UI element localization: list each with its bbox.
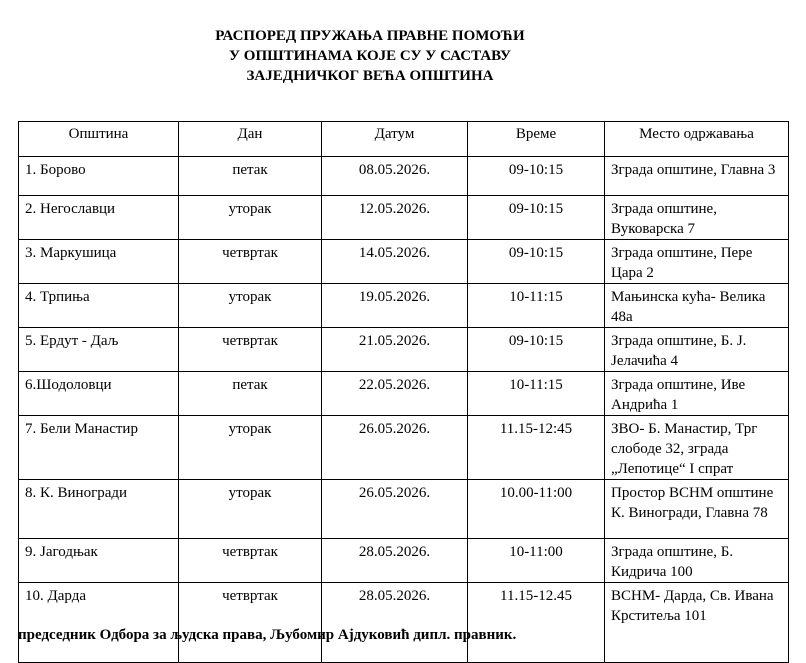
cell-time: 10-11:15: [468, 372, 605, 416]
column-header-date: Датум: [322, 122, 468, 157]
schedule-table: [18, 121, 789, 663]
cell-time: 11.15-12.45: [468, 583, 605, 663]
cell-day: уторак: [179, 416, 322, 480]
cell-municipality: 8. К. Виногради: [19, 480, 179, 539]
cell-day: четвртак: [179, 583, 322, 663]
cell-date: 28.05.2026.: [322, 583, 468, 663]
column-header-municipality: Општина: [19, 122, 179, 157]
table-row: [19, 196, 789, 240]
cell-day: уторак: [179, 480, 322, 539]
cell-time: 09-10:15: [468, 157, 605, 196]
cell-municipality: 3. Маркушица: [19, 240, 179, 284]
cell-place: Простор ВСНМ општине К. Виногради, Главна 78: [605, 480, 789, 539]
cell-day: петак: [179, 372, 322, 416]
table-row: [19, 284, 789, 328]
cell-date: 21.05.2026.: [322, 328, 468, 372]
table-row: [19, 480, 789, 539]
table-row: [19, 539, 789, 583]
cell-municipality: 7. Бели Манастир: [19, 416, 179, 480]
document-title: [160, 26, 580, 86]
cell-time: 09-10:15: [468, 196, 605, 240]
table-row: [19, 416, 789, 480]
cell-date: 08.05.2026.: [322, 157, 468, 196]
cell-municipality: 4. Трпиња: [19, 284, 179, 328]
cell-place: Зграда општине, Иве Андрића 1: [605, 372, 789, 416]
cell-place: Зграда општине, Главна 3: [605, 157, 789, 196]
cell-date: 26.05.2026.: [322, 480, 468, 539]
cell-date: 14.05.2026.: [322, 240, 468, 284]
cell-day: четвртак: [179, 539, 322, 583]
table-row: [19, 328, 789, 372]
cell-municipality: 5. Ердут - Даљ: [19, 328, 179, 372]
cell-day: петак: [179, 157, 322, 196]
cell-time: 10-11:00: [468, 539, 605, 583]
column-header-time: Време: [468, 122, 605, 157]
cell-place: Зграда општине, Пере Цара 2: [605, 240, 789, 284]
cell-municipality: 10. Дарда: [19, 583, 179, 663]
cell-place: Зграда општине, Вуковарска 7: [605, 196, 789, 240]
cell-day: четвртак: [179, 240, 322, 284]
cell-time: 10.00-11:00: [468, 480, 605, 539]
column-header-place: Место одржавања: [605, 122, 789, 157]
cell-day: четвртак: [179, 328, 322, 372]
cell-place: Зграда општине, Б. Ј. Јелачића 4: [605, 328, 789, 372]
table-row: [19, 240, 789, 284]
cell-day: уторак: [179, 196, 322, 240]
cell-municipality: 2. Негославци: [19, 196, 179, 240]
cell-time: 11.15-12:45: [468, 416, 605, 480]
table-row: [19, 372, 789, 416]
title-line-2: У ОПШТИНАМА КОЈЕ СУ У САСТАВУ: [229, 48, 511, 64]
table-row: [19, 157, 789, 196]
cell-place: ВСНМ- Дарда, Св. Ивана Крститеља 101: [605, 583, 789, 663]
cell-time: 10-11:15: [468, 284, 605, 328]
cell-municipality: 6.Шодоловци: [19, 372, 179, 416]
title-line-1: РАСПОРЕД ПРУЖАЊА ПРАВНЕ ПОМОЋИ: [215, 28, 525, 44]
footer-signature: председник Одбора за људска права, Љубомир Ајдуковић дипл. правник.: [18, 627, 517, 643]
cell-date: 28.05.2026.: [322, 539, 468, 583]
column-header-day: Дан: [179, 122, 322, 157]
cell-day: уторак: [179, 284, 322, 328]
cell-time: 09-10:15: [468, 240, 605, 284]
table-row: [19, 583, 789, 663]
cell-date: 22.05.2026.: [322, 372, 468, 416]
table-header-row: [19, 122, 789, 157]
cell-date: 19.05.2026.: [322, 284, 468, 328]
cell-municipality: 1. Борово: [19, 157, 179, 196]
cell-municipality: 9. Јагодњак: [19, 539, 179, 583]
cell-date: 12.05.2026.: [322, 196, 468, 240]
cell-time: 09-10:15: [468, 328, 605, 372]
cell-place: ЗВО- Б. Манастир, Трг слободе 32, зграда „Лепотице“ I спрат: [605, 416, 789, 480]
title-line-3: ЗАЈЕДНИЧКОГ ВЕЋА ОПШТИНА: [246, 68, 494, 84]
cell-date: 26.05.2026.: [322, 416, 468, 480]
cell-place: Мањинска кућа- Велика 48а: [605, 284, 789, 328]
cell-place: Зграда општине, Б. Кидрича 100: [605, 539, 789, 583]
